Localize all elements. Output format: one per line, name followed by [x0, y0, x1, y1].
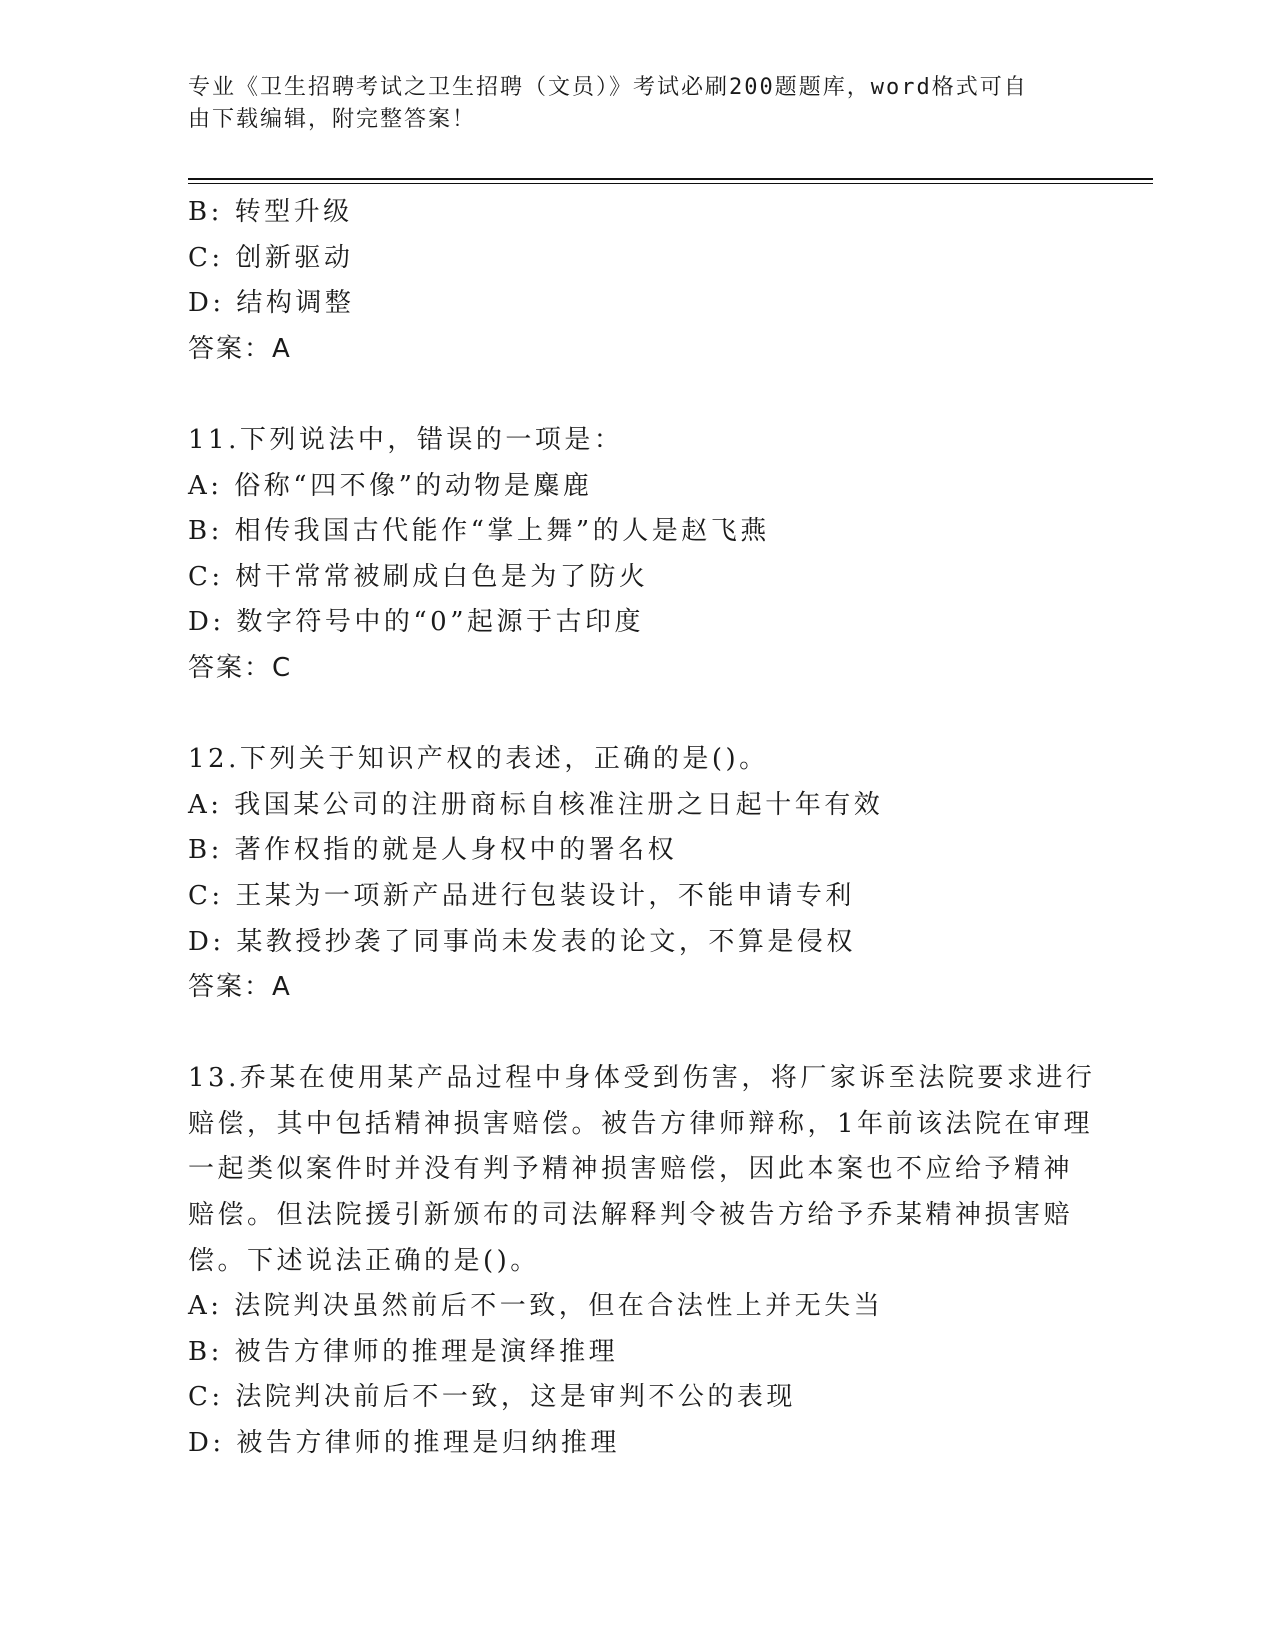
header-line-1: 专业《卫生招聘考试之卫生招聘（文员）》考试必刷200题题库，word格式可自 — [188, 75, 1028, 100]
question-10 — [188, 190, 1088, 372]
question-stem-line: 赔偿，其中包括精神损害赔偿。被告方律师辩称，1年前该法院在审理 — [188, 1108, 1094, 1139]
question-content — [188, 190, 1096, 1467]
option-d: D: 数字符号中的“0”起源于古印度 — [188, 607, 644, 638]
question-13 — [188, 1056, 1096, 1466]
page-header — [188, 72, 1088, 136]
question-11 — [188, 418, 1088, 692]
spacer — [188, 692, 1088, 738]
answer-label: 答案：A — [188, 972, 292, 1003]
option-a: A: 俗称“四不像”的动物是麋鹿 — [188, 470, 593, 501]
header-divider-thin — [188, 183, 1153, 184]
option-c: C: 法院判决前后不一致，这是审判不公的表现 — [188, 1382, 796, 1413]
option-b: B: 转型升级 — [188, 197, 353, 227]
question-stem: 12.下列关于知识产权的表述，正确的是()。 — [188, 744, 769, 775]
question-12 — [188, 737, 1088, 1011]
answer-label: 答案：A — [188, 333, 292, 364]
option-c: C: 树干常常被刷成白色是为了防火 — [188, 561, 649, 592]
option-a: A: 我国某公司的注册商标自核准注册之日起十年有效 — [188, 789, 884, 820]
question-stem-line: 赔偿。但法院援引新颁布的司法解释判令被告方给予乔某精神损害赔 — [188, 1200, 1074, 1231]
option-b: B: 相传我国古代能作“掌上舞”的人是赵飞燕 — [188, 516, 770, 547]
option-a: A: 法院判决虽然前后不一致，但在合法性上并无失当 — [188, 1291, 884, 1322]
spacer — [188, 1011, 1088, 1057]
spacer — [188, 372, 1088, 418]
option-b: B: 著作权指的就是人身权中的署名权 — [188, 835, 678, 866]
question-stem-line: 一起类似案件时并没有判予精神损害赔偿，因此本案也不应给予精神 — [188, 1154, 1074, 1185]
option-d: D: 被告方律师的推理是归纳推理 — [188, 1428, 620, 1459]
option-c: C: 王某为一项新产品进行包装设计，不能申请专利 — [188, 880, 855, 911]
option-b: B: 被告方律师的推理是演绎推理 — [188, 1336, 619, 1367]
answer-label: 答案：C — [188, 652, 293, 683]
question-stem-line: 13.乔某在使用某产品过程中身体受到伤害，将厂家诉至法院要求进行 — [188, 1063, 1096, 1094]
header-line-2: 由下载编辑，附完整答案！ — [188, 107, 477, 132]
question-stem: 11.下列说法中，错误的一项是： — [188, 424, 624, 455]
option-c: C: 创新驱动 — [188, 242, 354, 273]
question-stem-line: 偿。下述说法正确的是()。 — [188, 1245, 540, 1276]
option-d: D: 结构调整 — [188, 288, 355, 319]
header-divider-thick — [188, 178, 1153, 180]
option-d: D: 某教授抄袭了同事尚未发表的论文，不算是侵权 — [188, 926, 856, 957]
